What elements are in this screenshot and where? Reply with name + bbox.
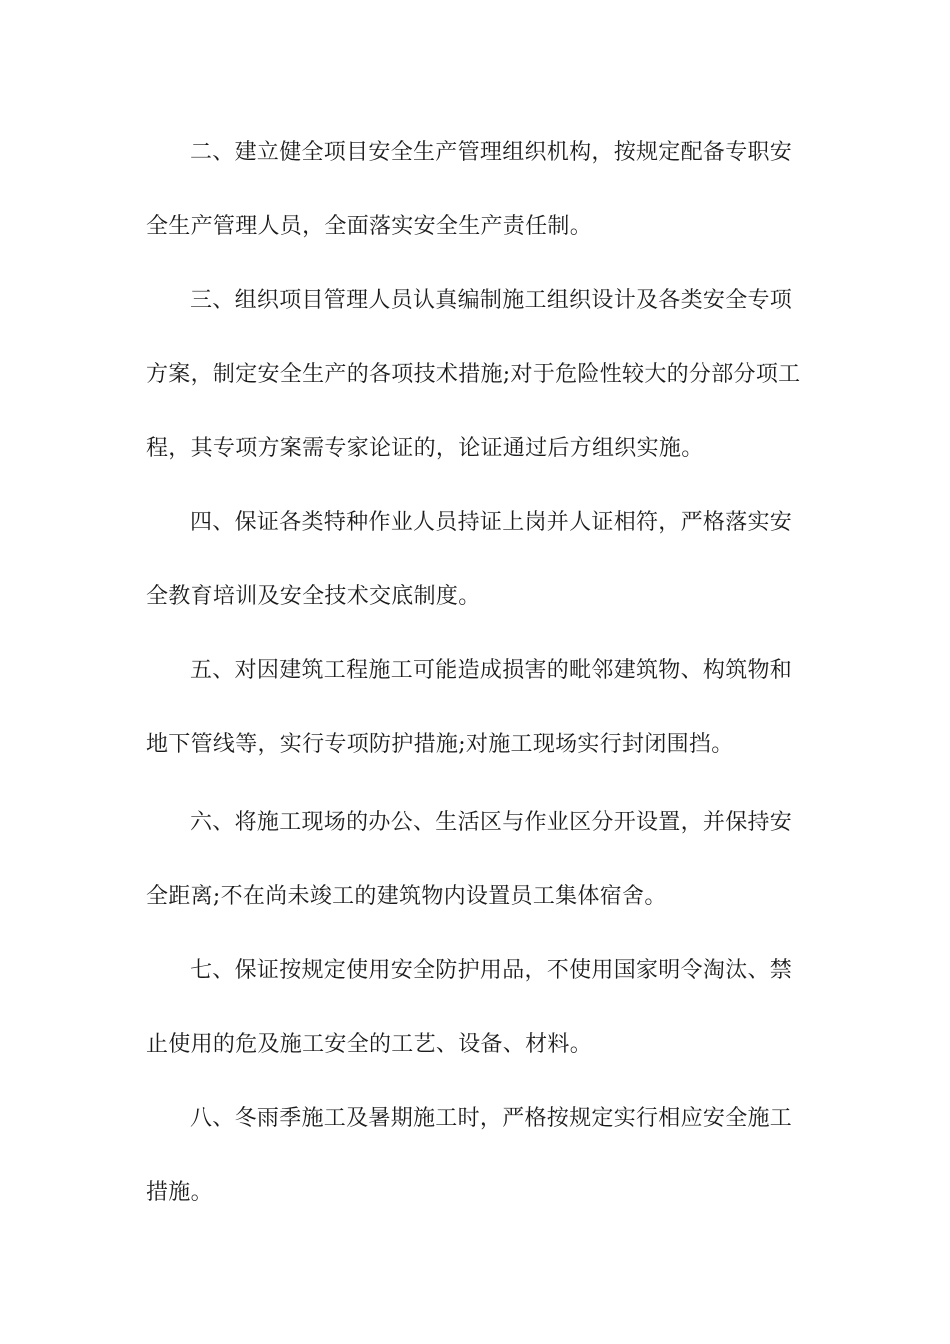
paragraph-line: 措施。 — [146, 1180, 213, 1205]
paragraph-line: 方案，制定安全生产的各项技术措施;对于危险性较大的分部分项工 — [146, 362, 801, 387]
paragraph-line: 三、组织项目管理人员认真编制施工组织设计及各类安全专项 — [190, 288, 793, 313]
paragraph-line: 五、对因建筑工程施工可能造成损害的毗邻建筑物、构筑物和 — [190, 658, 793, 683]
paragraph-line: 八、冬雨季施工及暑期施工时，严格按规定实行相应安全施工 — [190, 1106, 793, 1131]
paragraph-line: 全教育培训及安全技术交底制度。 — [146, 584, 481, 609]
paragraph-line: 七、保证按规定使用安全防护用品，不使用国家明令淘汰、禁 — [190, 958, 793, 983]
paragraph-line: 程，其专项方案需专家论证的，论证通过后方组织实施。 — [146, 436, 704, 461]
paragraph-line: 全距离;不在尚未竣工的建筑物内设置员工集体宿舍。 — [146, 884, 667, 909]
paragraph-line: 四、保证各类特种作业人员持证上岗并人证相符，严格落实安 — [190, 510, 793, 535]
paragraph-line: 全生产管理人员，全面落实安全生产责任制。 — [146, 214, 593, 239]
paragraph-line: 二、建立健全项目安全生产管理组织机构，按规定配备专职安 — [190, 140, 793, 165]
paragraph-line: 地下管线等，实行专项防护措施;对施工现场实行封闭围挡。 — [146, 732, 734, 757]
paragraph-line: 止使用的危及施工安全的工艺、设备、材料。 — [146, 1032, 593, 1057]
paragraph-line: 六、将施工现场的办公、生活区与作业区分开设置，并保持安 — [190, 810, 793, 835]
